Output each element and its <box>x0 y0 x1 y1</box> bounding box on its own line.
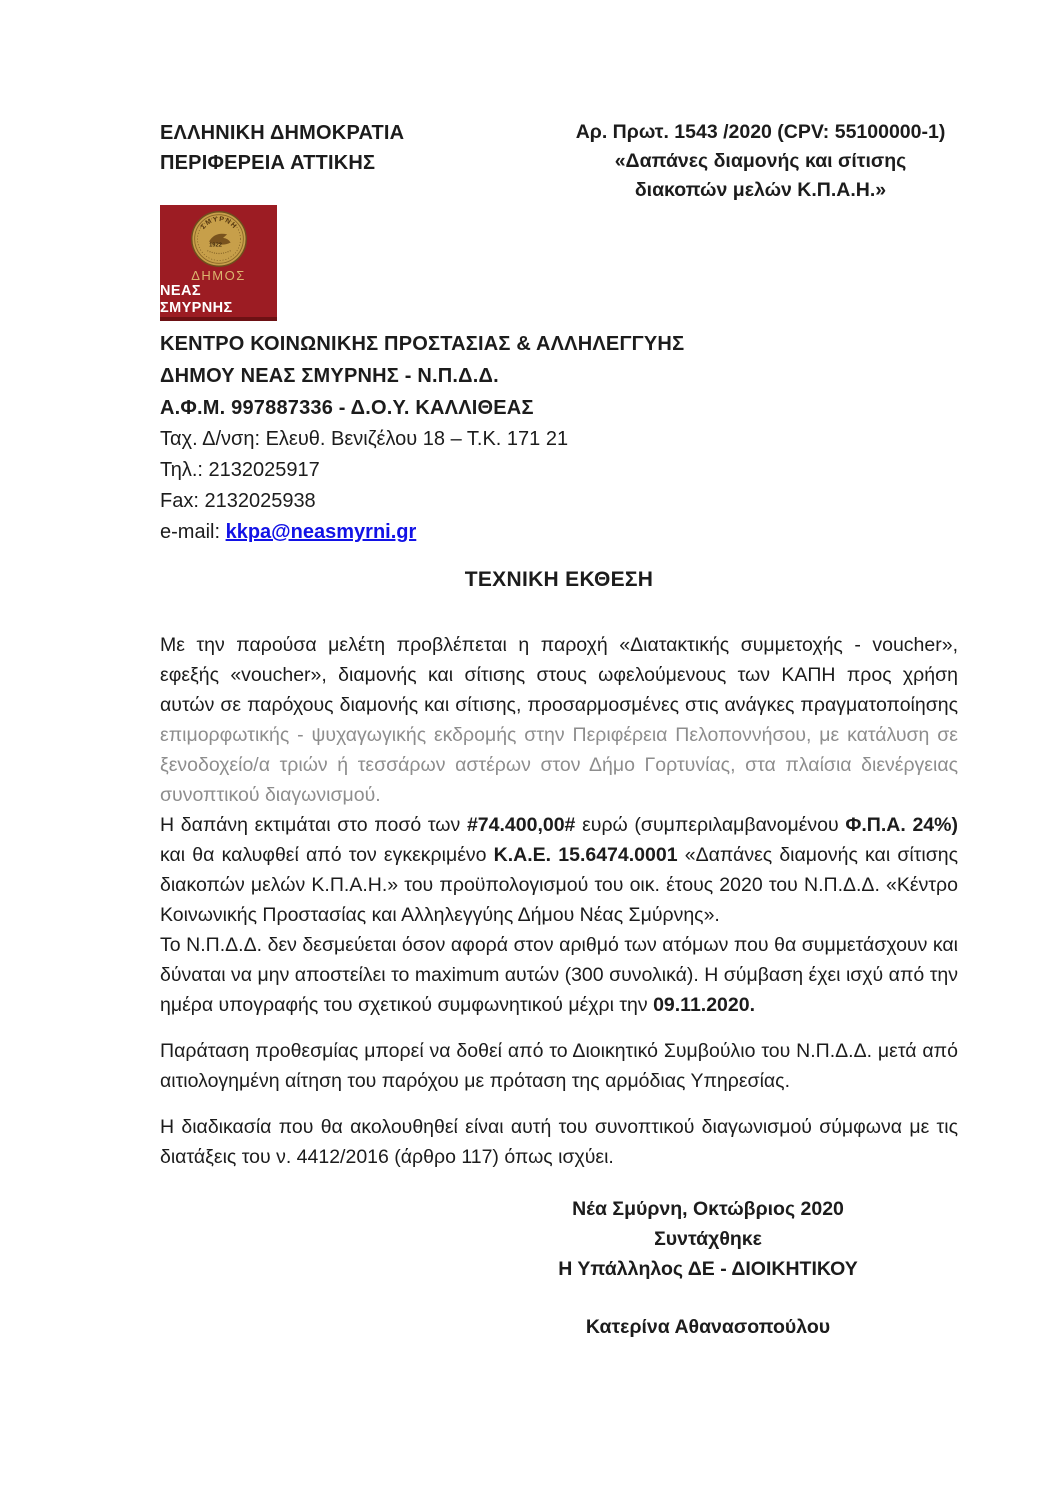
organisation-block <box>160 328 958 548</box>
signature-place-date: Νέα Σμύρνη, Οκτώβριος 2020 <box>572 1198 844 1220</box>
logo-text-neas-smyrnis: ΝΕΑΣ ΣΜΥΡΝΗΣ <box>160 283 233 316</box>
email-label: e-mail: <box>160 521 226 543</box>
header-region: ΠΕΡΙΦΕΡΕΙΑ ΑΤΤΙΚΗΣ <box>160 152 376 174</box>
org-address: Ταχ. Δ/νση: Ελευθ. Βενιζέλου 18 – Τ.Κ. 171 21 <box>160 428 569 450</box>
email-link[interactable]: kkpa@neasmyrni.gr <box>225 521 417 543</box>
paragraph-4: Παράταση προθεσμίας μπορεί να δοθεί από το Διοικητικό Συμβούλιο του Ν.Π.Δ.Δ. μετά από αιτιολογημένη αίτηση του παρόχου με πρόταση της αρμόδιας Υπηρεσίας. <box>160 1040 958 1092</box>
seal-arc-text: ΣΜΥΡΝΗ <box>199 215 238 231</box>
paragraph-1 <box>160 630 958 810</box>
org-phone: Τηλ.: 2132025917 <box>160 459 320 481</box>
paragraph-3 <box>160 930 958 1020</box>
document-header <box>160 118 958 205</box>
paragraph-1-grey-run: επιμορφωτικής - ψυχαγωγικής εκδρομής στην Περιφέρεια Πελοποννήσου, με κατάλυση σε ξενοδοχείο/α τριών ή τεσσάρων αστέρων στον Δήμο Γορτυνίας, στα πλαίσια διενέργειας συνοπτικού διαγωνισμού. <box>160 724 958 806</box>
org-email-row <box>160 517 958 548</box>
signature-name: Κατερίνα Αθανασοπούλου <box>585 1316 831 1338</box>
header-subject-line1: «Δαπάνες διαμονής και σίτισης <box>614 150 907 172</box>
signature-block <box>473 1194 943 1342</box>
paragraph-2-run-d: «Δαπάνες διαμονής και σίτισης διακοπών μελών Κ.Π.Α.Η.» του προϋπολογισμού του οικ. έτους 2020 του Ν.Π.Δ.Δ. «Κέντρο Κοινωνικής Προστασίας και Αλληλεγγύης Δήμου Νέας Σμύρνης». <box>160 844 958 926</box>
org-afm-doy: Α.Φ.Μ. 997887336 - Δ.Ο.Υ. ΚΑΛΛΙΘΕΑΣ <box>160 397 534 419</box>
kae-code: Κ.Α.Ε. 15.6474.0001 <box>493 844 678 866</box>
org-fax: Fax: 2132025938 <box>160 490 316 512</box>
header-subject-line2: διακοπών μελών Κ.Π.Α.Η.» <box>634 179 887 201</box>
municipal-seal-icon <box>183 210 255 268</box>
document-body <box>160 630 958 1172</box>
deadline-date: 09.11.2020. <box>653 994 755 1016</box>
seal-year: 1922 <box>208 242 222 249</box>
page-title: ΤΕΧΝΙΚΗ ΕΚΘΕΣΗ <box>464 568 654 591</box>
paragraph-2-run-b: ευρώ (συμπεριλαμβανομένου <box>575 814 846 836</box>
paragraph-5: Η διαδικασία που θα ακολουθηθεί είναι αυτή του συνοπτικού διαγωνισμού σύμφωνα με τις διατάξεις του ν. 4412/2016 (άρθρο 117) όπως ισχύει. <box>160 1116 958 1168</box>
signature-role: Η Υπάλληλος ΔΕ - ΔΙΟΙΚΗΤΙΚΟΥ <box>558 1258 858 1280</box>
org-name-line1: ΚΕΝΤΡΟ ΚΟΙΝΩΝΙΚΗΣ ΠΡΟΣΤΑΣΙΑΣ & ΑΛΛΗΛΕΓΓΥΗΣ <box>160 333 685 355</box>
municipality-logo <box>160 205 277 321</box>
logo-text-dimos: ΔΗΜΟΣ <box>191 268 246 283</box>
paragraph-1-black-run: Με την παρούσα μελέτη προβλέπεται η παροχή «Διατακτικής συμμετοχής - voucher», εφεξής «voucher», διαμονής και σίτισης στους ωφελούμενους των ΚΑΠΗ προς χρήση αυτών σε παρόχους διαμονής και σίτισης, προσαρμοσμένες στις ανάγκες πραγματοποίησης <box>160 634 958 716</box>
paragraph-2 <box>160 810 958 930</box>
protocol-number: Αρ. Πρωτ. 1543 /2020 (CPV: 55100000-1) <box>575 121 946 143</box>
paragraph-2-run-c: και θα καλυφθεί από τον εγκεκριμένο <box>160 844 494 866</box>
header-right-block <box>563 118 958 205</box>
header-left-block <box>160 118 404 178</box>
paragraph-3-run: Το Ν.Π.Δ.Δ. δεν δεσμεύεται όσον αφορά στον αριθμό των ατόμων που θα συμμετάσχουν και δύναται να μην αποστείλει το maximum αυτών (300 συνολικά). Η σύμβαση έχει ισχύ από την ημέρα υπογραφής του σχετικού συμφωνητικού μέχρι την <box>160 934 958 1016</box>
paragraph-2-run-a: Η δαπάνη εκτιμάται στο ποσό των <box>160 814 467 836</box>
signature-drafted-label: Συντάχθηκε <box>654 1228 762 1250</box>
header-country: ΕΛΛΗΝΙΚΗ ΔΗΜΟΚΡΑΤΙΑ <box>160 122 405 144</box>
vat-value: Φ.Π.Α. 24%) <box>845 814 958 836</box>
org-name-line2: ΔΗΜΟΥ ΝΕΑΣ ΣΜΥΡΝΗΣ - Ν.Π.Δ.Δ. <box>160 365 499 387</box>
amount-value: #74.400,00# <box>466 814 576 836</box>
